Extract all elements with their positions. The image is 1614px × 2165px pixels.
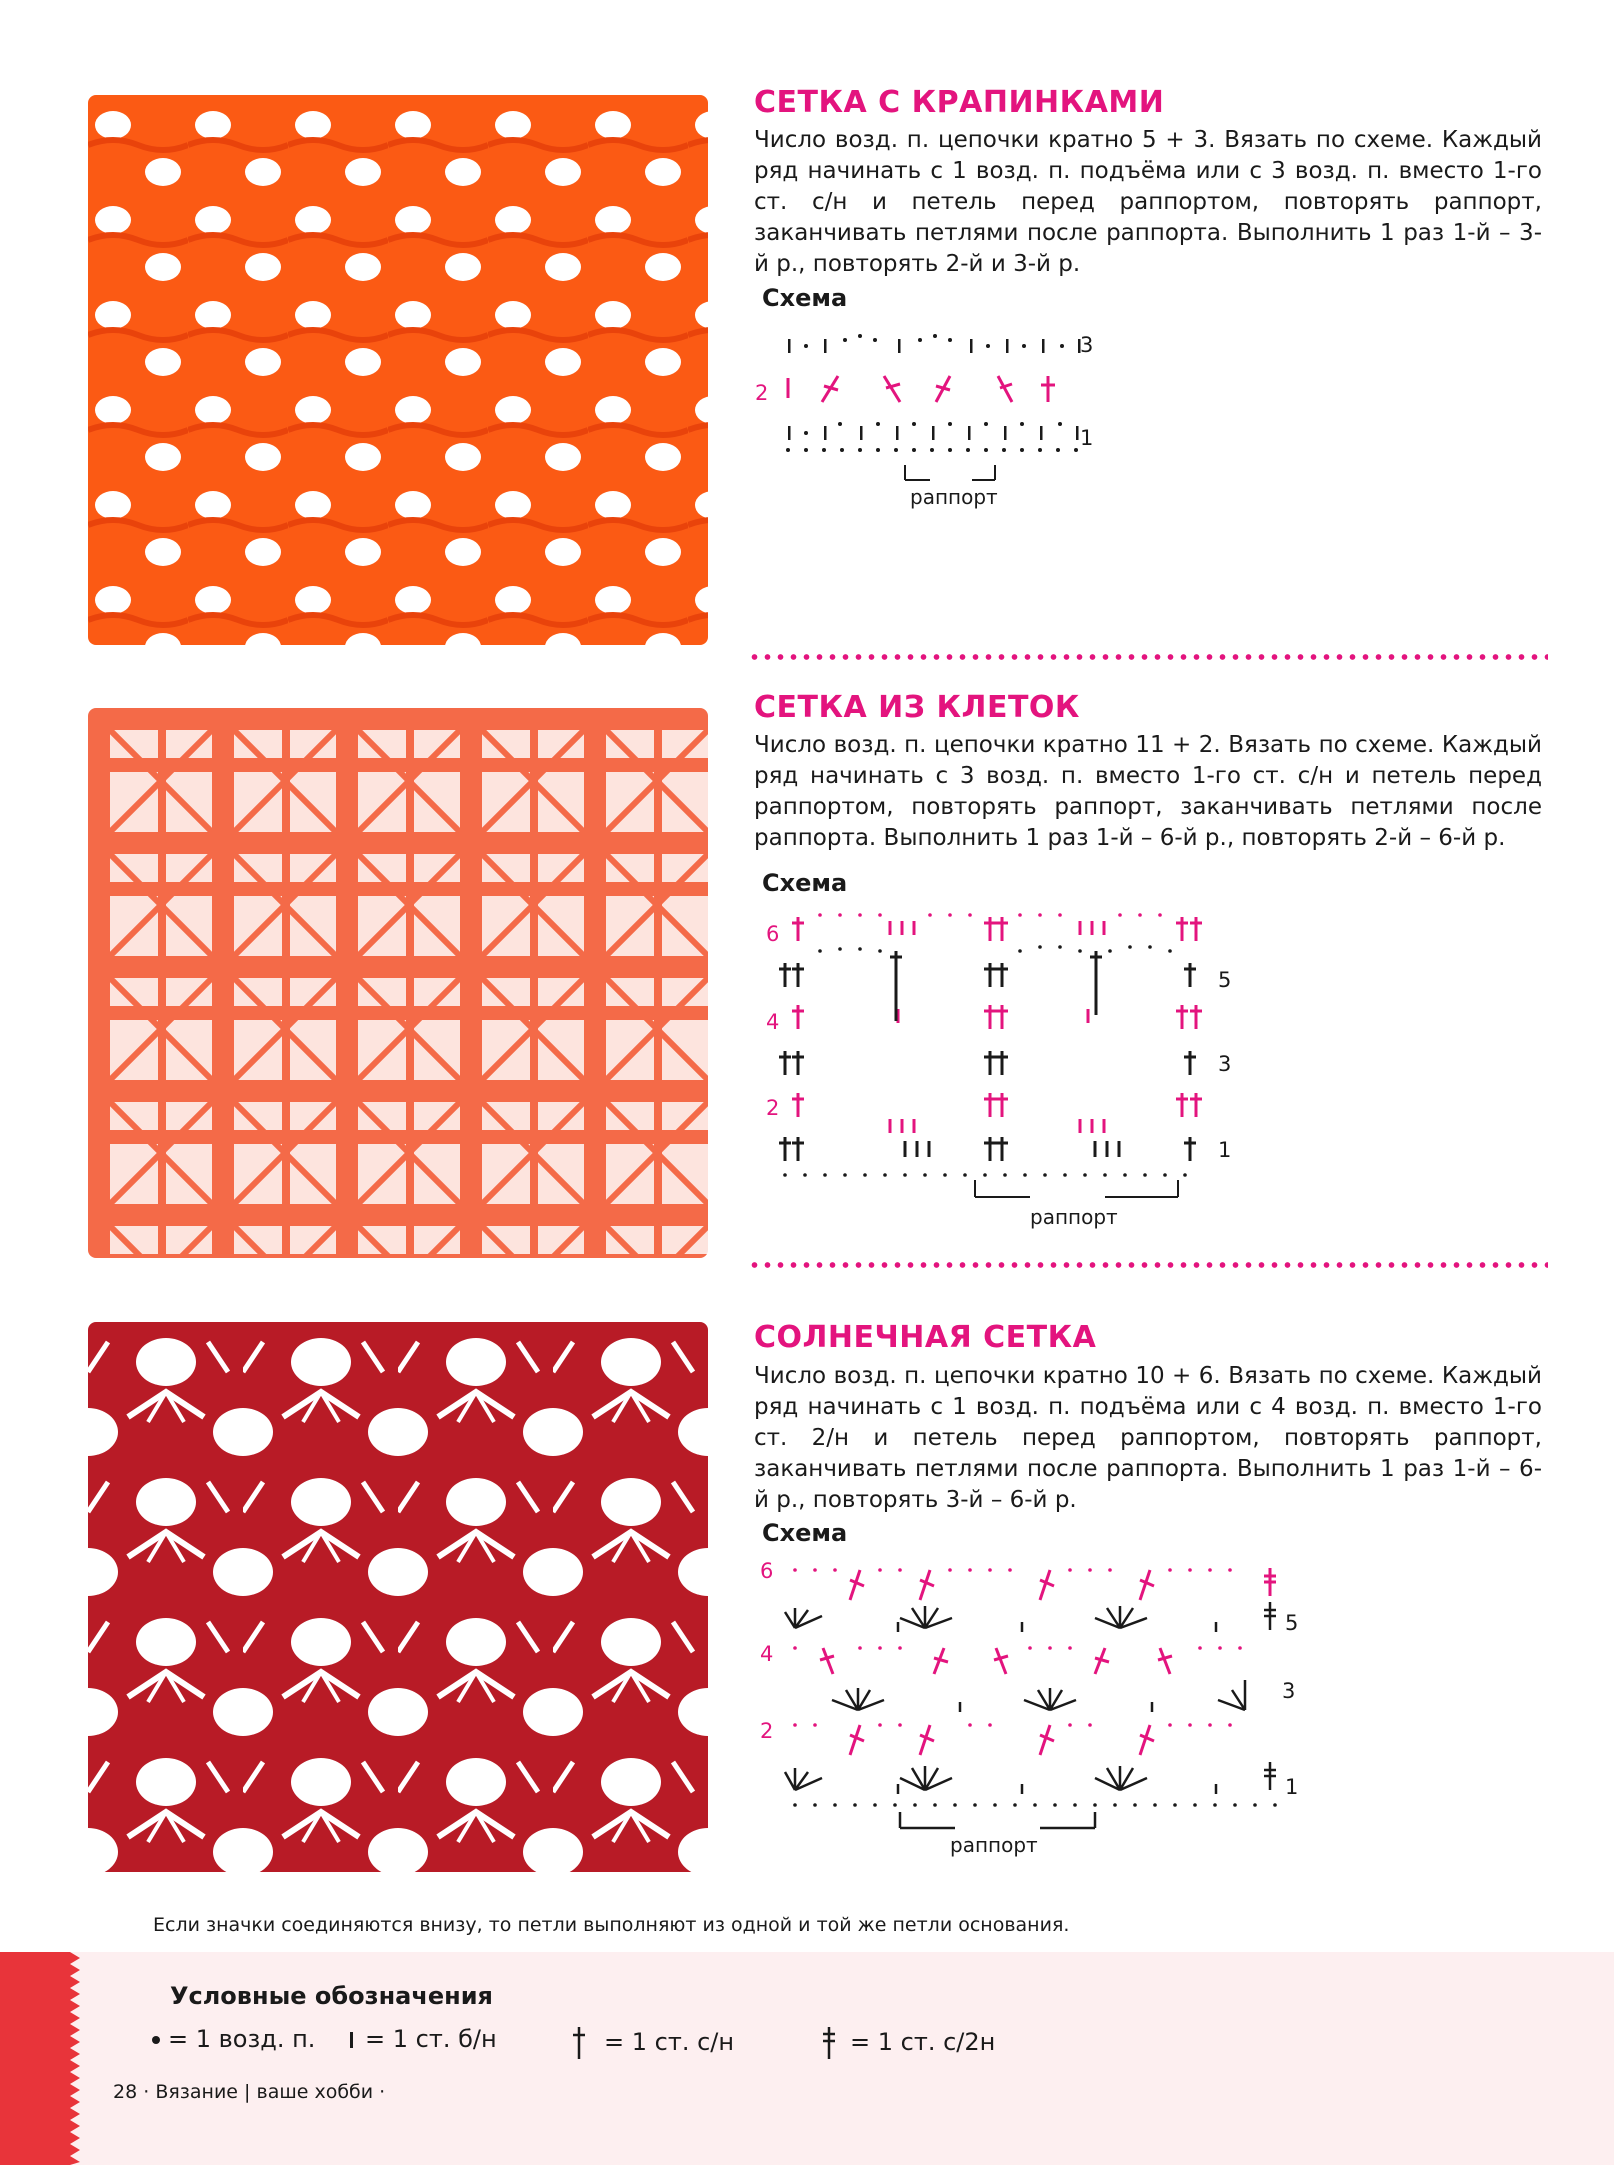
dotted-separator — [748, 654, 1548, 660]
row-label: 5 — [1218, 968, 1232, 992]
pattern-title: СЕТКА ИЗ КЛЕТОК — [754, 690, 1080, 725]
row-label: 3 — [1218, 1052, 1232, 1076]
magazine-name: Вязание — [155, 2081, 238, 2103]
page-footer: 28 · Вязание | ваше хобби · — [113, 2081, 386, 2103]
schema-label: Схема — [762, 869, 848, 897]
pattern-description: Число возд. п. цепочки кратно 5 + 3. Вязать по схеме. Каждый ряд начинать с 1 возд. п. подъёма или с 3 возд. п. вместо 1-го ст. с/н и петель перед раппортом, повторять раппорт, заканчивать петлями после раппорта. Выполнить 1 раз 1-й – 3-й р., повторять 2-й и 3-й р. — [754, 127, 1542, 277]
pattern-description: Число возд. п. цепочки кратно 10 + 6. Вязать по схеме. Каждый ряд начинать с 1 возд. п. подъёма или с 4 возд. п. вместо 1-го ст. 2/н и петель перед раппортом, повторять раппорт, заканчивать петлями после раппорта. Выполнить 1 раз 1-й – 6-й р., повторять 3-й – 6-й р. — [754, 1363, 1542, 1513]
crochet-chart-2 — [750, 905, 1250, 1235]
legend-title: Условные обозначения — [170, 1982, 493, 2010]
dot-chain-icon — [152, 2036, 160, 2044]
row-label: 1 — [1080, 426, 1094, 450]
legend-text: = 1 ст. б/н — [365, 2025, 497, 2053]
double-cross-bar-icon — [822, 2025, 836, 2061]
magazine-subtitle: ваше хобби — [256, 2081, 374, 2103]
row-label: 6 — [766, 922, 780, 946]
row-label: 2 — [755, 381, 769, 405]
page-number: 28 — [113, 2081, 138, 2103]
legend-text: = 1 ст. с/н — [604, 2028, 735, 2056]
row-label: 3 — [1080, 333, 1094, 357]
row-label: 2 — [760, 1719, 774, 1743]
crochet-chart-3 — [750, 1550, 1310, 1870]
repeat-label: раппорт — [950, 1833, 1038, 1857]
row-label: 4 — [760, 1642, 774, 1666]
row-label: 5 — [1285, 1611, 1299, 1635]
zigzag-border — [70, 1952, 104, 2165]
legend-item-dc — [572, 2025, 734, 2061]
pattern-photo-red — [88, 1322, 708, 1872]
row-label: 1 — [1285, 1775, 1299, 1799]
schema-label: Схема — [762, 1519, 848, 1547]
short-bar-icon — [350, 2032, 353, 2048]
legend-item-sc — [350, 2025, 497, 2053]
row-label: 4 — [766, 1010, 780, 1034]
legend-item-chain — [152, 2025, 315, 2053]
symbols-note: Если значки соединяются внизу, то петли выполняют из одной и той же петли основания. — [153, 1914, 1070, 1936]
pattern-title: СЕТКА С КРАПИНКАМИ — [754, 85, 1165, 120]
cross-bar-icon — [572, 2025, 586, 2061]
row-label: 2 — [766, 1096, 780, 1120]
pattern-description: Число возд. п. цепочки кратно 11 + 2. Вязать по схеме. Каждый ряд начинать с 3 возд. п. вместо 1-го ст. с/н и петель перед раппортом, повторять раппорт, заканчивать петлями после раппорта. Выполнить 1 раз 1-й – 6-й р., повторять 2-й – 6-й р. — [754, 732, 1542, 851]
pattern-photo-orange — [88, 95, 708, 645]
pattern-title: СОЛНЕЧНАЯ СЕТКА — [754, 1320, 1097, 1355]
row-label: 1 — [1218, 1138, 1232, 1162]
page-edge-strip — [0, 1952, 70, 2165]
legend-text: = 1 ст. с/2н — [850, 2028, 996, 2056]
dotted-separator — [748, 1262, 1548, 1268]
legend-item-tr — [822, 2025, 995, 2061]
pattern-photo-salmon — [88, 708, 708, 1258]
crochet-chart-1 — [750, 320, 1110, 510]
row-label: 3 — [1282, 1679, 1296, 1703]
schema-label: Схема — [762, 284, 848, 312]
repeat-label: раппорт — [1030, 1205, 1118, 1229]
repeat-label: раппорт — [910, 485, 998, 509]
legend-text: = 1 возд. п. — [168, 2025, 316, 2053]
row-label: 6 — [760, 1559, 774, 1583]
